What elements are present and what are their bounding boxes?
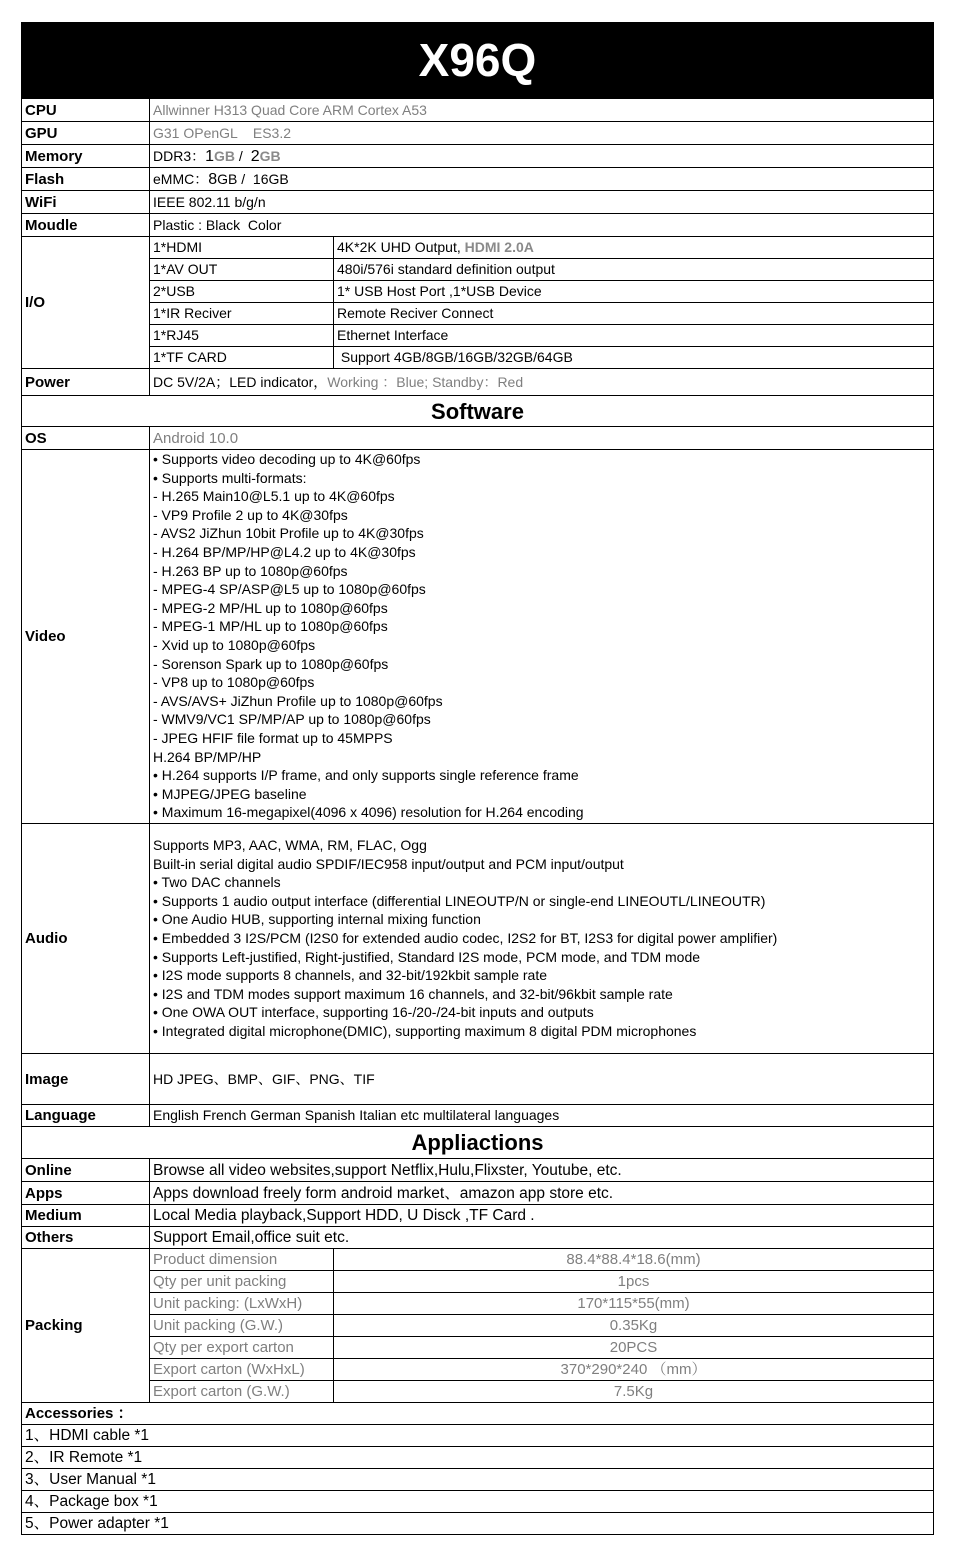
list-item: - MPEG-2 MP/HL up to 1080p@60fps — [153, 599, 388, 616]
list-item: Supports MP3, AAC, WMA, RM, FLAC, Ogg — [153, 837, 427, 853]
list-item: - MPEG-4 SP/ASP@L5 up to 1080p@60fps — [153, 581, 426, 598]
list-item: • Supports 1 audio output interface (differential LINEOUTP/N or single-end LINEOUTL/LINEOUTR) — [153, 892, 766, 909]
medium-value: Local Media playback,Support HDD, U Disck ,TF Card . — [150, 1205, 934, 1227]
list-item: • Integrated digital microphone(DMIC), supporting maximum 8 digital PDM microphones — [153, 1022, 697, 1039]
spec-row-os — [22, 427, 934, 450]
list-item: - AVS/AVS+ JiZhun Profile up to 1080p@60fps — [153, 692, 443, 709]
flash-value — [150, 168, 934, 191]
packing-row — [22, 1381, 934, 1403]
packing-value: 20PCS — [334, 1337, 934, 1359]
accessory-item: 3、User Manual *1 — [22, 1469, 934, 1491]
packing-value: 7.5Kg — [334, 1381, 934, 1403]
list-item: • I2S and TDM modes support maximum 16 channels, and 32-bit/96kbit sample rate — [153, 985, 673, 1002]
audio-list — [150, 824, 934, 1054]
spec-row-wifi — [22, 191, 934, 214]
io-port: 1*HDMI — [150, 237, 334, 259]
os-label: OS — [22, 427, 150, 450]
packing-row — [22, 1293, 934, 1315]
memory-slash: / — [238, 147, 243, 164]
list-item: • Two DAC channels — [153, 874, 281, 891]
list-item: - Sorenson Spark up to 1080p@60fps — [153, 655, 389, 672]
io-row — [22, 347, 934, 369]
spec-row-flash — [22, 168, 934, 191]
accessory-item: 5、Power adapter *1 — [22, 1513, 934, 1535]
io-desc: Support 4GB/8GB/16GB/32GB/64GB — [334, 347, 934, 369]
io-row — [22, 259, 934, 281]
list-item: - AVS2 JiZhun 10bit Profile up to 4K@30fps — [153, 525, 424, 542]
packing-key: Qty per export carton — [150, 1337, 334, 1359]
list-item: • One OWA OUT interface, supporting 16-/20-/24-bit inputs and outputs — [153, 1004, 594, 1021]
power-led-text: Working ：Blue; Standby：Red — [327, 373, 524, 390]
accessory-item: 1、HDMI cable *1 — [22, 1425, 934, 1447]
list-item: - H.264 BP/MP/HP@L4.2 up to 4K@30fps — [153, 543, 416, 560]
list-item: • Supports video decoding up to 4K@60fps — [153, 451, 421, 467]
list-item: - VP9 Profile 2 up to 4K@30fps — [153, 506, 348, 523]
flash-label: Flash — [22, 168, 150, 191]
list-item: • Embedded 3 I2S/PCM (I2S0 for extended audio codec, I2S2 for BT, I2S3 for digital power amplifier) — [153, 929, 778, 946]
gpu-label: GPU — [22, 122, 150, 145]
image-value: HD JPEG、BMP、GIF、PNG、TIF — [150, 1054, 934, 1105]
gpu-value: G31 OPenGL ES3.2 — [150, 122, 934, 145]
list-item: - MPEG-1 MP/HL up to 1080p@60fps — [153, 618, 388, 635]
accessory-item: 4、Package box *1 — [22, 1491, 934, 1513]
others-value: Support Email,office suit etc. — [150, 1227, 934, 1249]
list-item: - Xvid up to 1080p@60fps — [153, 636, 316, 653]
list-item: • H.264 supports I/P frame, and only supports single reference frame — [153, 767, 579, 784]
list-item: • MJPEG/JPEG baseline — [153, 785, 307, 802]
power-label: Power — [22, 369, 150, 396]
spec-sheet — [21, 22, 933, 1535]
io-row — [22, 281, 934, 303]
spec-row-language — [22, 1105, 934, 1127]
packing-value: 0.35Kg — [334, 1315, 934, 1337]
spec-row-power — [22, 369, 934, 396]
moudle-value: Plastic : Black Color — [150, 214, 934, 237]
apps-label: Apps — [22, 1182, 150, 1205]
packing-value: 370*290*240 （mm） — [334, 1359, 934, 1381]
list-item: - JPEG HFIF file format up to 45MPPS — [153, 729, 393, 746]
io-label: I/O — [22, 237, 150, 369]
spec-row-apps — [22, 1182, 934, 1205]
moudle-label: Moudle — [22, 214, 150, 237]
power-value — [150, 369, 934, 396]
memory-label: Memory — [22, 145, 150, 168]
flash-size-1: 8 — [208, 170, 218, 188]
packing-row — [22, 1271, 934, 1293]
io-port: 1*TF CARD — [150, 347, 334, 369]
accessory-item: 2、IR Remote *1 — [22, 1447, 934, 1469]
packing-key: Unit packing (G.W.) — [150, 1315, 334, 1337]
packing-key: Export carton (G.W.) — [150, 1381, 334, 1403]
io-desc — [334, 237, 934, 259]
wifi-value: IEEE 802.11 b/g/n — [150, 191, 934, 214]
io-row — [22, 237, 934, 259]
spec-table — [21, 22, 934, 1535]
apps-value: Apps download freely form android market、amazon app store etc. — [150, 1182, 934, 1205]
memory-unit-2: GB — [259, 147, 281, 164]
io-desc: Remote Reciver Connect — [334, 303, 934, 325]
os-value: Android 10.0 — [150, 427, 934, 450]
packing-value: 170*115*55(mm) — [334, 1293, 934, 1315]
memory-prefix: DDR3： — [153, 147, 206, 164]
list-item: • Supports multi-formats: — [153, 469, 307, 486]
applications-heading: Appliactions — [22, 1127, 934, 1159]
list-item: • One Audio HUB, supporting internal mixing function — [153, 911, 481, 928]
cpu-label: CPU — [22, 99, 150, 122]
spec-row-medium — [22, 1205, 934, 1227]
memory-size-2: 2 — [250, 147, 260, 165]
software-heading: Software — [22, 396, 934, 427]
product-title: X96Q — [22, 23, 934, 99]
packing-value: 1pcs — [334, 1271, 934, 1293]
io-desc: 480i/576i standard definition output — [334, 259, 934, 281]
cpu-value: Allwinner H313 Quad Core ARM Cortex A53 — [150, 99, 934, 122]
list-item: - H.263 BP up to 1080p@60fps — [153, 562, 348, 579]
language-label: Language — [22, 1105, 150, 1127]
packing-key: Export carton (WxHxL) — [150, 1359, 334, 1381]
spec-row-online — [22, 1159, 934, 1182]
medium-label: Medium — [22, 1205, 150, 1227]
online-value: Browse all video websites,support Netflix,Hulu,Flixster, Youtube, etc. — [150, 1159, 934, 1182]
io-desc-text: 4K*2K UHD Output, — [337, 239, 465, 255]
spec-row-others — [22, 1227, 934, 1249]
wifi-label: WiFi — [22, 191, 150, 214]
io-port: 2*USB — [150, 281, 334, 303]
spec-row-memory — [22, 145, 934, 168]
others-label: Others — [22, 1227, 150, 1249]
packing-row — [22, 1359, 934, 1381]
packing-key: Product dimension — [150, 1249, 334, 1271]
power-text: DC 5V/2A；LED indicator， — [153, 373, 328, 390]
list-item: • Supports Left-justified, Right-justified, Standard I2S mode, PCM mode, and TDM mode — [153, 948, 701, 965]
image-label: Image — [22, 1054, 150, 1105]
spec-row-image — [22, 1054, 934, 1105]
memory-unit-1: GB — [214, 147, 236, 164]
list-item: Built-in serial digital audio SPDIF/IEC958 input/output and PCM input/output — [153, 855, 624, 872]
list-item: - H.265 Main10@L5.1 up to 4K@60fps — [153, 488, 395, 505]
audio-label: Audio — [22, 824, 150, 1054]
packing-row — [22, 1337, 934, 1359]
memory-size-1: 1 — [205, 147, 215, 165]
list-item: H.264 BP/MP/HP — [153, 748, 262, 765]
video-list — [150, 450, 934, 824]
io-port: 1*RJ45 — [150, 325, 334, 347]
io-row — [22, 303, 934, 325]
hdmi-version: HDMI 2.0A — [464, 239, 534, 255]
packing-value: 88.4*88.4*18.6(mm) — [334, 1249, 934, 1271]
spec-row-gpu — [22, 122, 934, 145]
flash-prefix: eMMC： — [153, 170, 209, 187]
spec-row-cpu — [22, 99, 934, 122]
video-label: Video — [22, 450, 150, 824]
packing-row — [22, 1315, 934, 1337]
online-label: Online — [22, 1159, 150, 1182]
io-desc: 1* USB Host Port ,1*USB Device — [334, 281, 934, 303]
list-item: - WMV9/VC1 SP/MP/AP up to 1080p@60fps — [153, 711, 431, 728]
packing-key: Qty per unit packing — [150, 1271, 334, 1293]
list-item: - VP8 up to 1080p@60fps — [153, 674, 315, 691]
io-row — [22, 325, 934, 347]
memory-value — [150, 145, 934, 168]
io-port: 1*IR Reciver — [150, 303, 334, 325]
list-item: • I2S mode supports 8 channels, and 32-bit/192kbit sample rate — [153, 967, 548, 984]
spec-row-audio — [22, 824, 934, 1054]
accessories-heading: Accessories ： — [22, 1403, 934, 1425]
io-desc: Ethernet Interface — [334, 325, 934, 347]
list-item: • Maximum 16-megapixel(4096 x 4096) resolution for H.264 encoding — [153, 804, 584, 821]
spec-row-video — [22, 450, 934, 824]
flash-rest: GB / 16GB — [217, 170, 289, 187]
packing-row — [22, 1249, 934, 1271]
spec-row-moudle — [22, 214, 934, 237]
packing-label: Packing — [22, 1249, 150, 1403]
io-port: 1*AV OUT — [150, 259, 334, 281]
language-value: English French German Spanish Italian etc multilateral languages — [150, 1105, 934, 1127]
packing-key: Unit packing: (LxWxH) — [150, 1293, 334, 1315]
